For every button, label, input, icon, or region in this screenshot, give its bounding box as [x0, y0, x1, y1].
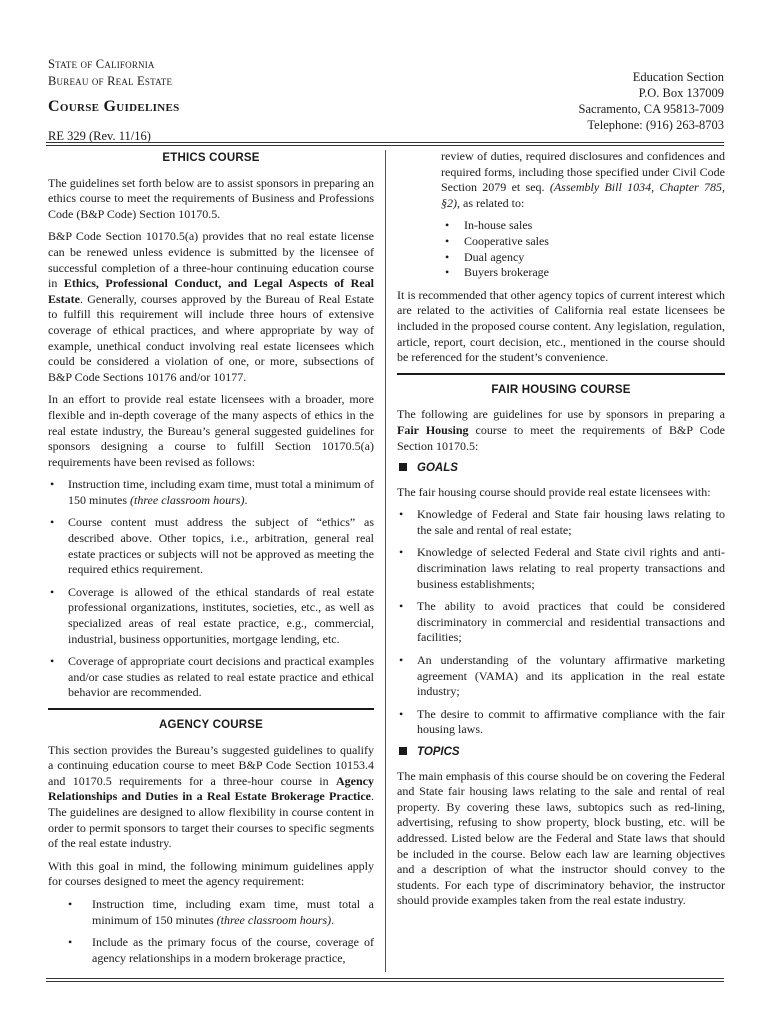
ethics-guidelines-list — [48, 477, 374, 701]
section-divider — [397, 373, 725, 375]
ethics-intro: The guidelines set forth below are to assist sponsors in preparing an ethics course to meet the requirements of Business and Professions Code (B&P Code) Section 10170.5. — [48, 175, 374, 221]
topics-paragraph: The main emphasis of this course should be on covering the Federal and State fair housing laws relating to the sale and rental of real property. By covering these laws, subtopics such as red-lining, advertising, refusing to show property, block busting, etc. will be addressed. Listed below are the Federal and State laws that should be included in the course. Below each law are learning objectives and a description of what the instructor should convey to the students. For each type of discriminatory behavior, the instructor should provide examples taken from the real estate industry. — [397, 768, 725, 908]
list-item: • Knowledge of Federal and State fair housing laws relating to the sale and rental of real estate; — [397, 507, 725, 538]
topics-heading-label: TOPICS — [417, 746, 460, 758]
list-item: • In-house sales — [445, 218, 725, 234]
agency-paragraph-3: It is recommended that other agency topics of current interest which are related to the activities of California real estate licensees be included in the proposed course content. Any legislation, regulation, article, report, court decision, etc., mentioned in the course should be referenced for the student’s convenience. — [397, 287, 725, 365]
text: Instruction time, including exam time, must total a minimum of 150 minutes — [68, 477, 374, 507]
text: (three classroom hours) — [216, 912, 332, 927]
fair-housing-intro — [397, 407, 725, 454]
address-block — [579, 69, 724, 133]
goals-list — [397, 507, 725, 738]
ethics-heading: ETHICS COURSE — [162, 152, 260, 164]
agency-intro — [48, 743, 374, 852]
list-item: • Dual agency — [445, 250, 725, 266]
list-item: • Include as the primary focus of the course, coverage of agency relationships in a modern brokerage practice, — [48, 935, 374, 966]
text: (Assembly Bill 1034, Chapter 785, §2) — [441, 180, 726, 210]
footer-divider — [46, 981, 724, 982]
text: . The guidelines are designed to allow flexibility in course content in order to permit sponsors to target their courses to specific segments of the real estate industry. — [48, 789, 374, 851]
ethics-paragraph-2 — [48, 229, 374, 385]
goals-heading — [397, 461, 725, 477]
column-divider — [385, 150, 386, 972]
list-item: • Knowledge of selected Federal and State civil rights and anti-discrimination laws relating to real property transactions and business establishments; — [397, 545, 725, 592]
text: course to meet the requirements of B&P Code Section 10170.5: — [397, 422, 725, 453]
goals-heading-label: GOALS — [417, 462, 458, 475]
agency-guidelines-list — [48, 897, 374, 966]
list-item — [48, 477, 374, 508]
list-item: • An understanding of the voluntary affirmative marketing agreement (VAMA) and its application in the real estate industry; — [397, 653, 725, 700]
fair-housing-heading: FAIR HOUSING COURSE — [491, 383, 631, 396]
fair-housing-term: Fair Housing — [397, 422, 469, 437]
footer-divider — [46, 978, 724, 979]
list-item — [48, 897, 374, 928]
org-bureau: Bureau of Real Estate — [48, 74, 173, 88]
text: This section provides the Bureau’s suggested guidelines to qualify a continuing education course to meet B&P Code Section 10153.4 and 10170.5 requirements for a three-hour course in — [48, 742, 374, 788]
list-item: • Coverage of appropriate court decisions and practical examples and/or case studies as related to real estate practice and ethical behavior are recommended. — [48, 654, 374, 701]
list-item: • Cooperative sales — [445, 234, 725, 250]
text: , as related to: — [457, 195, 525, 210]
text: Instruction time, including exam time, must total a minimum of 150 minutes — [92, 896, 374, 927]
agency-course-name: Agency Relationships and Duties in a Real Estate Brokerage Practice — [48, 773, 374, 804]
square-bullet-icon — [399, 747, 407, 755]
header-divider — [46, 142, 724, 143]
list-item: • The desire to commit to affirmative compliance with the fair housing laws. — [397, 707, 725, 738]
address-line: Sacramento, CA 95813-7009 — [578, 102, 724, 116]
section-divider — [48, 708, 374, 710]
address-line: Education Section — [632, 70, 724, 84]
right-column — [397, 149, 725, 916]
agency-paragraph-2: With this goal in mind, the following minimum guidelines apply for courses designed to meet the agency requirement: — [48, 858, 374, 889]
ethics-course-name: Ethics, Professional Conduct, and Legal Aspects of Real Estate — [48, 276, 374, 306]
text: The following are guidelines for use by sponsors in preparing a — [397, 407, 725, 422]
form-number: RE 329 (Rev. 11/16) — [48, 129, 151, 143]
document-title: Course Guidelines — [48, 98, 180, 115]
topics-heading — [397, 745, 725, 761]
list-item: • The ability to avoid practices that could be considered discriminatory in commercial and residential transactions and facilities; — [397, 599, 725, 646]
agency-continued — [397, 149, 725, 211]
address-line: Telephone: (916) 263-8703 — [587, 118, 724, 132]
list-item: • Buyers brokerage — [445, 265, 725, 281]
agency-heading: AGENCY COURSE — [159, 719, 263, 731]
header-left — [48, 56, 368, 144]
text: . — [244, 492, 248, 507]
ethics-paragraph-3: In an effort to provide real estate licensees with a broader, more flexible and in-depth coverage of the many aspects of ethics in the real estate industry, the Bureau’s general suggested guidelines for sponsors designing a course to fulfill Section 10170.5(a) requirements have been revised as follows: — [48, 392, 374, 469]
text: (three classroom hours) — [130, 492, 245, 507]
goals-intro: The fair housing course should provide real estate licensees with: — [397, 484, 711, 499]
header-divider — [46, 145, 724, 146]
address-line: P.O. Box 137009 — [638, 86, 724, 100]
left-column — [48, 149, 374, 973]
list-item: • Course content must address the subject of “ethics” as described above. Other topics, i.e., arbitration, general real estate practices or subjects will not be approved as meeting the required ethics requirement. — [48, 515, 374, 577]
text: B&P Code Section 10170.5(a) provides that no real estate license can be renewed unless evidence is submitted by the licensee of successful completion of a three-hour continuing education course in — [48, 229, 374, 291]
square-bullet-icon — [399, 463, 407, 471]
text: . Generally, courses approved by the Bureau of Real Estate to fulfill this requirement will include three hours of extensive coverage of ethical practices, and where appropriate by way of example, unethical conduct involving real estate licensees which could be considered a violation of one, or more, subsections of B&P Code Sections 10176 and/or 10177. — [48, 291, 374, 384]
list-item: • Coverage is allowed of the ethical standards of real estate professional organizations, institutes, societies, etc., as well as specialized areas of real estate practice, e.g., commercial, industrial, business opportunities, mortgage lending, etc. — [48, 585, 374, 647]
text: . — [331, 912, 335, 927]
org-state: State of California — [48, 57, 155, 71]
agency-related-list — [445, 218, 725, 280]
text: review of duties, required disclosures and confidences and required forms, including those specified under Civil Code Section 2079 et seq. — [441, 149, 725, 195]
